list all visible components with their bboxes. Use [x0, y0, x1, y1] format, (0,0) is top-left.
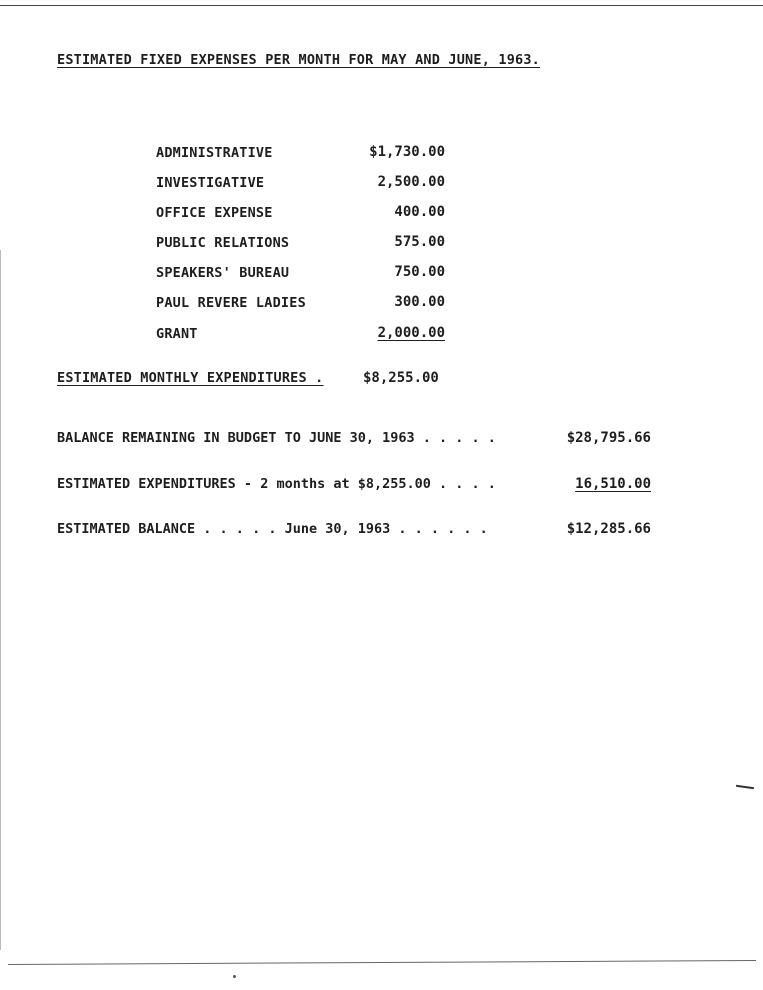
stray-pen-mark — [736, 785, 754, 789]
page-edge-line — [0, 250, 1, 950]
expense-label-investigative: INVESTIGATIVE — [156, 175, 265, 191]
bottom-rule — [8, 960, 756, 965]
expense-amount-office: 400.00 — [394, 204, 445, 220]
expense-amount-paul-revere-ladies: 300.00 — [394, 294, 445, 310]
summary-label: BALANCE REMAINING IN BUDGET TO JUNE 30, 1963 . . . . . — [57, 430, 496, 446]
expense-amount-investigative: 2,500.00 — [377, 174, 445, 190]
top-rule — [0, 5, 763, 6]
estimated-monthly-label — [57, 370, 324, 386]
expense-label-speakers-bureau: SPEAKERS' BUREAU — [156, 265, 290, 281]
summary-row-estimated-balance — [57, 521, 657, 541]
estimated-monthly-label-text: ESTIMATED MONTHLY EXPENDITURES . — [57, 370, 324, 386]
expense-label-grant: GRANT — [156, 326, 198, 342]
summary-amount: $28,795.66 — [566, 430, 651, 446]
summary-label: ESTIMATED BALANCE . . . . . June 30, 1963 . . . . . . — [57, 521, 488, 537]
expense-amount-speakers-bureau: 750.00 — [394, 264, 445, 280]
estimated-monthly-amount: $8,255.00 — [363, 370, 439, 386]
summary-label: ESTIMATED EXPENDITURES - 2 months at $8,255.00 . . . . — [57, 476, 496, 492]
summary-amount: 16,510.00 — [575, 476, 651, 492]
expense-amount-grant: 2,000.00 — [377, 325, 445, 341]
expense-label-administrative: ADMINISTRATIVE — [156, 145, 273, 161]
expense-amount-administrative: $1,730.00 — [369, 144, 445, 160]
expense-label-paul-revere-ladies: PAUL REVERE LADIES — [156, 295, 306, 311]
paper-speck — [233, 975, 236, 978]
summary-amount: $12,285.66 — [566, 521, 651, 537]
summary-row-estimated-expenditures — [57, 476, 657, 496]
expense-label-office: OFFICE EXPENSE — [156, 205, 273, 221]
document-title: ESTIMATED FIXED EXPENSES PER MONTH FOR MAY AND JUNE, 1963. — [57, 52, 541, 68]
summary-row-balance-remaining — [57, 430, 657, 450]
expense-amount-public-relations: 575.00 — [394, 234, 445, 250]
expense-label-public-relations: PUBLIC RELATIONS — [156, 235, 290, 251]
